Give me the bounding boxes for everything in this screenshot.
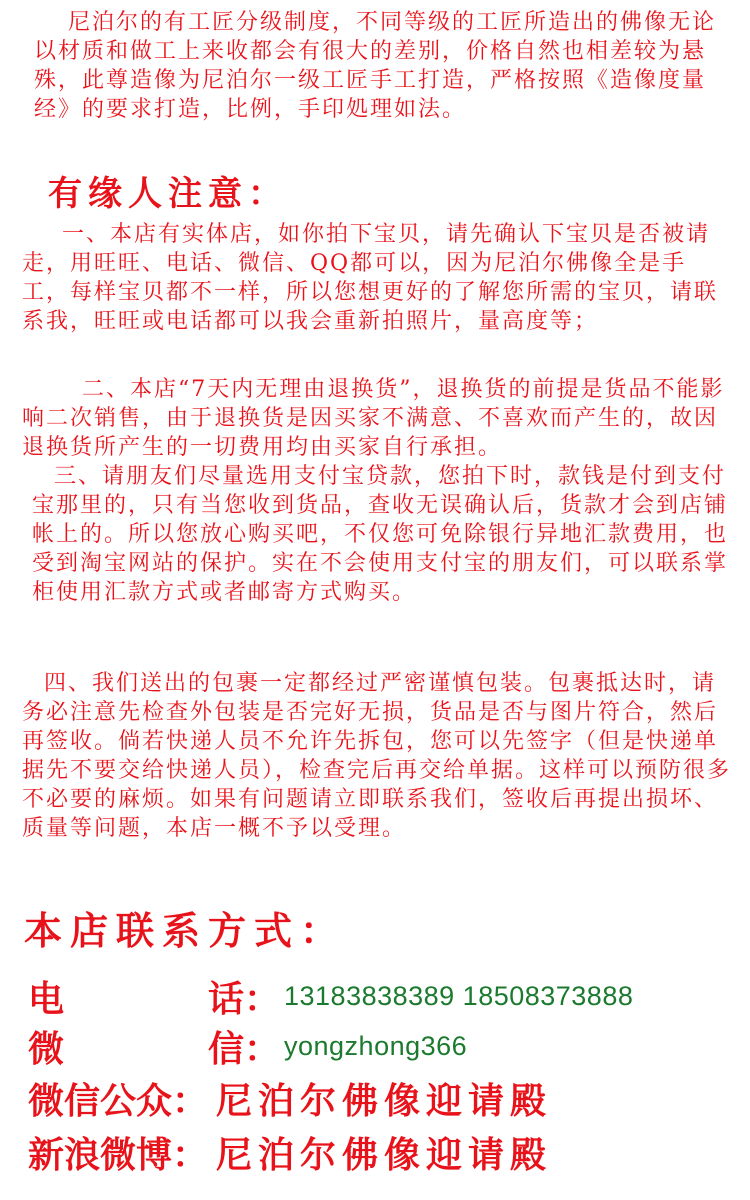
notice-item-2: 二、本店“7天内无理由退换货”，退换货的前提是货品不能影响二次销售，由于退换货是因买家不满意、不喜欢而产生的，故因退换货所产生的一切费用均由买家自行承担。 bbox=[22, 377, 725, 460]
phone-number[interactable]: 13183838389 18508373888 bbox=[284, 980, 634, 1011]
notice-title: 有缘人注意： bbox=[48, 174, 288, 214]
weibo-label: 新浪微博： bbox=[28, 1133, 209, 1176]
wechat-label bbox=[28, 1021, 280, 1072]
official-account-name: 尼泊尔佛像迎请殿 bbox=[216, 1079, 553, 1122]
wechat-label-part-2: 信： bbox=[207, 1027, 280, 1070]
contact-weibo-row bbox=[28, 1128, 552, 1176]
phone-label-part-2: 话： bbox=[207, 977, 280, 1020]
official-account-label: 微信公众： bbox=[28, 1079, 209, 1122]
contact-official-account-row bbox=[28, 1074, 552, 1122]
contact-wechat-row bbox=[28, 1022, 467, 1070]
notice-item-4: 四、我们送出的包裹一定都经过严密谨慎包装。包裹抵达时，请务必注意先检查外包装是否完好无损，货品是否与图片符合，然后再签收。倘若快递人员不允许先拆包，您可以先签字（但是快递单据先不要交给快递人员），检查完后再交给单据。这样可以预防很多不必要的麻烦。如果有问题请立即联系我们，签收后再提出损坏、质量等问题，本店一概不予以受理。 bbox=[22, 671, 732, 841]
notice-item-1: 一、本店有实体店，如你拍下宝贝，请先确认下宝贝是否被请走，用旺旺、电话、微信、QQ都可以，因为尼泊尔佛像全是手工，每样宝贝都不一样，所以您想更好的了解您所需的宝贝，请联系我，旺旺或电话都可以我会重新拍照片，量高度等； bbox=[22, 222, 719, 334]
intro-paragraph: 尼泊尔的有工匠分级制度，不同等级的工匠所造出的佛像无论以材质和做工上来收都会有很大的差别，价格自然也相差较为悬殊，此尊造像为尼泊尔一级工匠手工打造，严格按照《造像度量经》的要求打造，比例，手印処理如法。 bbox=[34, 10, 717, 122]
wechat-label-part-1: 微 bbox=[28, 1027, 65, 1070]
notice-item-3: 三、请朋友们尽量选用支付宝贷款，您拍下时，款钱是付到支付宝那里的，只有当您收到货品，查收无误确认后，货款才会到店铺帐上的。所以您放心购买吧，不仅您可免除银行异地汇款费用，也受到淘宝网站的保护。实在不会使用支付宝的朋友们，可以联系掌柜使用汇款方式或者邮寄方式购买。 bbox=[32, 464, 729, 605]
contact-phone-row bbox=[28, 972, 633, 1020]
weibo-name: 尼泊尔佛像迎请殿 bbox=[216, 1133, 553, 1176]
phone-label bbox=[28, 971, 280, 1022]
wechat-id[interactable]: yongzhong366 bbox=[284, 1030, 468, 1061]
contact-title: 本店联系方式： bbox=[24, 908, 347, 953]
phone-label-part-1: 电 bbox=[28, 977, 65, 1020]
